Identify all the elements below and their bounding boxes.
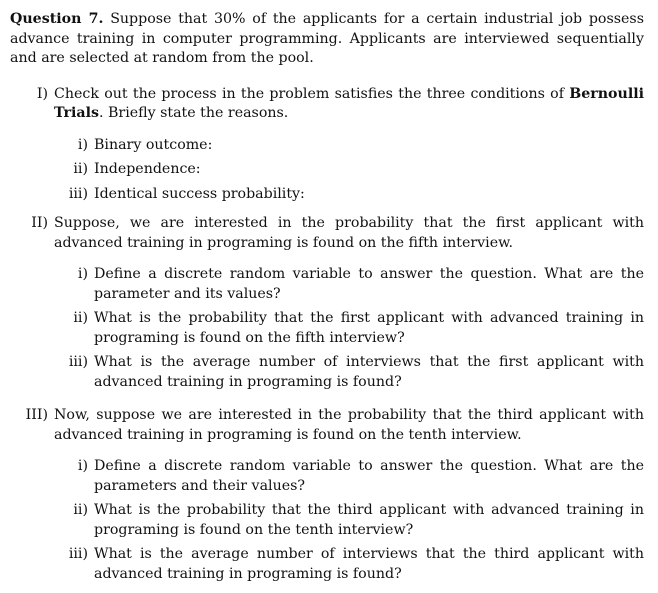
sub-question-number: ii) xyxy=(73,310,88,326)
sub-question xyxy=(54,136,644,156)
part-text: Suppose, we are interested in the probability that the first applicant with advanced training in programing is found on the fifth interview. xyxy=(54,215,644,251)
part-text-before: Check out the process in the problem satisfies the three conditions of xyxy=(54,85,570,102)
part-text-bold: Bernoulli Trials xyxy=(54,85,644,121)
question-intro-text: Suppose that 30% of the applicants for a certain industrial job possess advance training in computer programming. Applicants are interviewed sequentially and are selected at random from the pool. xyxy=(10,11,644,66)
part-body xyxy=(54,406,644,584)
sub-question xyxy=(54,501,644,540)
part-number: I) xyxy=(36,85,48,102)
sub-question xyxy=(54,353,644,392)
sub-question xyxy=(54,265,644,304)
part-2 xyxy=(10,214,644,392)
sub-question-text: Define a discrete random variable to answer the question. What are the parameter and its values? xyxy=(94,266,644,302)
sub-question-list xyxy=(54,457,644,584)
part-body xyxy=(54,85,644,205)
sub-question-text: Define a discrete random variable to answer the question. What are the parameters and their values? xyxy=(94,458,644,494)
sub-question-text: What is the average number of interviews that the third applicant with advanced training in programing is found? xyxy=(94,546,644,582)
part-text-after: . Briefly state the reasons. xyxy=(98,105,289,121)
sub-question-text: What is the probability that the third applicant with advanced training in programing is found on the tenth interview? xyxy=(94,502,644,538)
part-1 xyxy=(10,85,644,205)
sub-question-number: i) xyxy=(77,266,88,282)
sub-question-list xyxy=(54,265,644,392)
sub-question-number: i) xyxy=(77,136,88,153)
part-number: III) xyxy=(25,407,48,423)
sub-question xyxy=(54,309,644,348)
part-body xyxy=(54,214,644,392)
sub-question-text: What is the average number of interviews that the first applicant with advanced training in programing is found? xyxy=(94,354,644,390)
sub-question-number: ii) xyxy=(73,161,88,177)
sub-question-number: iii) xyxy=(68,546,88,562)
sub-question xyxy=(54,185,644,205)
sub-question-number: iii) xyxy=(68,354,88,370)
sub-question xyxy=(54,457,644,496)
question-intro xyxy=(10,10,644,69)
sub-question xyxy=(54,160,644,180)
part-text xyxy=(54,85,644,124)
part-number: II) xyxy=(31,215,48,231)
question-label: Question 7. xyxy=(10,11,104,27)
part-text: Now, suppose we are interested in the probability that the third applicant with advanced training in programing is found on the tenth interview. xyxy=(54,407,644,443)
sub-question-number: i) xyxy=(77,458,88,474)
sub-question-list xyxy=(54,136,644,205)
sub-question-text: Identical success probability: xyxy=(94,185,305,202)
sub-question-text: Binary outcome: xyxy=(94,136,213,153)
sub-question xyxy=(54,545,644,584)
sub-question-number: iii) xyxy=(68,185,88,202)
sub-question-text: Independence: xyxy=(94,161,201,177)
sub-question-text: What is the probability that the first applicant with advanced training in programing is found on the fifth interview? xyxy=(94,310,644,346)
part-3 xyxy=(10,406,644,584)
sub-question-number: ii) xyxy=(73,502,88,518)
